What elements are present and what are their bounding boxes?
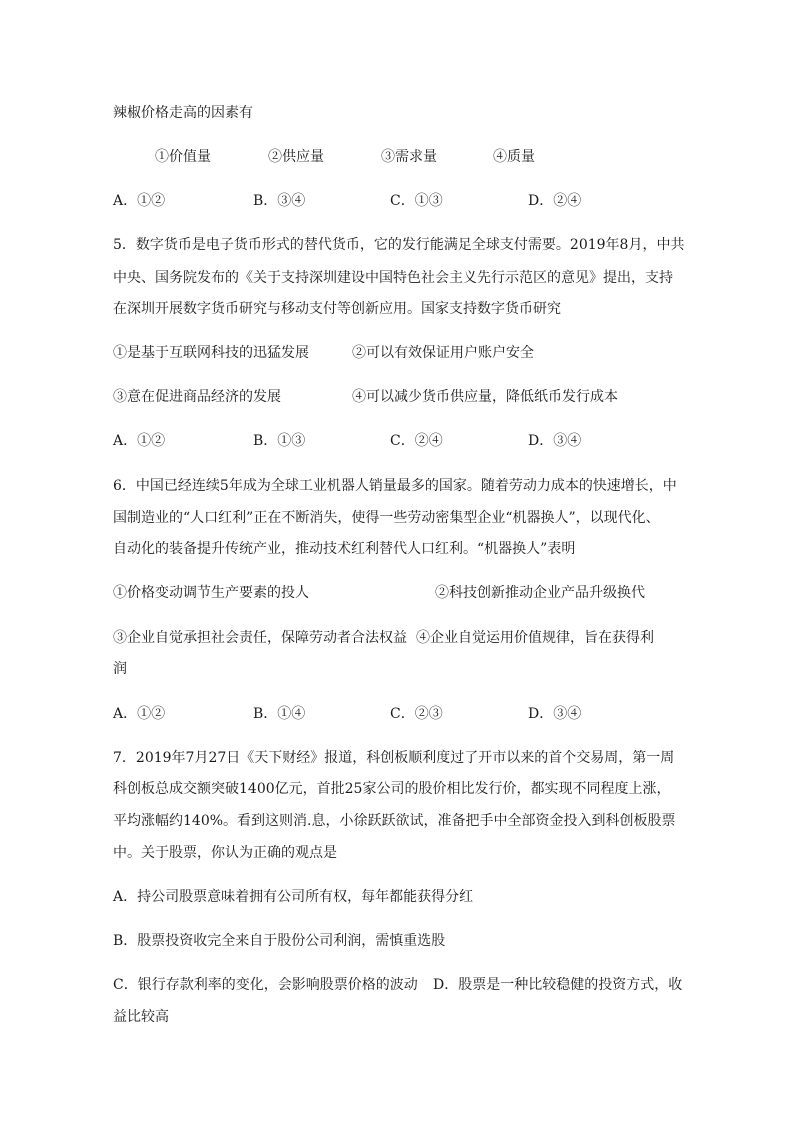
q6-item-4-continued: 润 [113, 661, 127, 677]
q6-choice-c: C．②③ [390, 706, 443, 722]
q6-stem-line-2: 国制造业的“人口红利”正在不断消失，使得一些劳动密集型企业“机器换人”，以现代化、 [113, 510, 660, 526]
q6-item-2: ②科技创新推动企业产品升级换代 [435, 585, 645, 601]
q7-choice-b: B．股票投资收完全来自于股份公司利润，需慎重选股 [113, 933, 446, 949]
q5-item-3: ③意在促进商品经济的发展 [113, 389, 281, 405]
q6-stem-line-1: 6．中国已经连续5年成为全球工业机器人销量最多的国家。随着劳动力成本的快速增长，中 [113, 478, 677, 494]
q5-choice-b: B．①③ [253, 433, 306, 449]
q5-stem-line-3: 在深圳开展数字货币研究与移动支付等创新应用。国家支持数字货币研究 [113, 301, 561, 317]
q6-item-4: ④企业自觉运用价值规律，旨在获得利 [416, 630, 654, 646]
q4-choice-b: B．③④ [253, 193, 306, 209]
q4-stem: 辣椒价格走高的因素有 [113, 105, 253, 121]
q4-item-2: ②供应量 [268, 149, 324, 165]
q6-stem-line-3: 自动化的装备提升传统产业，推动技术红利替代人口红利。“机器换人”表明 [113, 541, 576, 557]
q6-item-1: ①价格变动调节生产要素的投人 [113, 585, 309, 601]
q7-choice-d: D．股票是一种比较稳健的投资方式，收 [433, 977, 683, 993]
q7-choice-a: A．持公司股票意味着拥有公司所有权，每年都能获得分红 [113, 889, 474, 905]
q5-stem-line-2: 中央、国务院发布的《关于支持深圳建设中国特色社会主义先行示范区的意见》提出，支持 [113, 270, 673, 286]
q6-choice-a: A．①② [113, 706, 166, 722]
q7-stem-line-4: 中。关于股票，你认为正确的观点是 [113, 845, 337, 861]
q7-stem-line-3: 平均涨幅约140%。看到这则消.息，小徐跃跃欲试，准备把手中全部资金投入到科创板股票 [113, 813, 676, 829]
q4-choice-c: C．①③ [390, 193, 443, 209]
q7-stem-line-1: 7．2019年7月27日《天下财经》报道，科创板顺利度过了开市以来的首个交易周，第一周 [113, 750, 675, 766]
q4-item-3: ③需求量 [381, 149, 437, 165]
q5-item-2: ②可以有效保证用户账户安全 [352, 345, 534, 361]
q6-choice-d: D．③④ [528, 706, 582, 722]
q5-choice-a: A．①② [113, 433, 166, 449]
q7-stem-line-2: 科创板总成交额突破1400亿元，首批25家公司的股价相比发行价，都实现不同程度上涨， [113, 781, 671, 797]
q4-item-1: ①价值量 [155, 149, 211, 165]
q5-choice-c: C．②④ [390, 433, 443, 449]
q5-stem-line-1: 5．数字货币是电子货币形式的替代货币，它的发行能满足全球支付需要。2019年8月，中共 [113, 237, 685, 253]
q6-choice-b: B．①④ [253, 706, 306, 722]
q5-item-1: ①是基于互联网科技的迅猛发展 [113, 345, 309, 361]
q5-item-4: ④可以减少货币供应量，降低纸币发行成本 [352, 389, 618, 405]
q4-item-4: ④质量 [493, 149, 535, 165]
q4-choice-a: A．①② [113, 193, 166, 209]
q7-choice-d-continued: 益比较高 [113, 1009, 169, 1025]
q4-choice-d: D．②④ [528, 193, 582, 209]
q6-item-3: ③企业自觉承担社会责任，保障劳动者合法权益 [113, 630, 407, 646]
q7-choice-c: C．银行存款利率的变化，会影响股票价格的波动 [113, 977, 418, 993]
q5-choice-d: D．③④ [528, 433, 582, 449]
